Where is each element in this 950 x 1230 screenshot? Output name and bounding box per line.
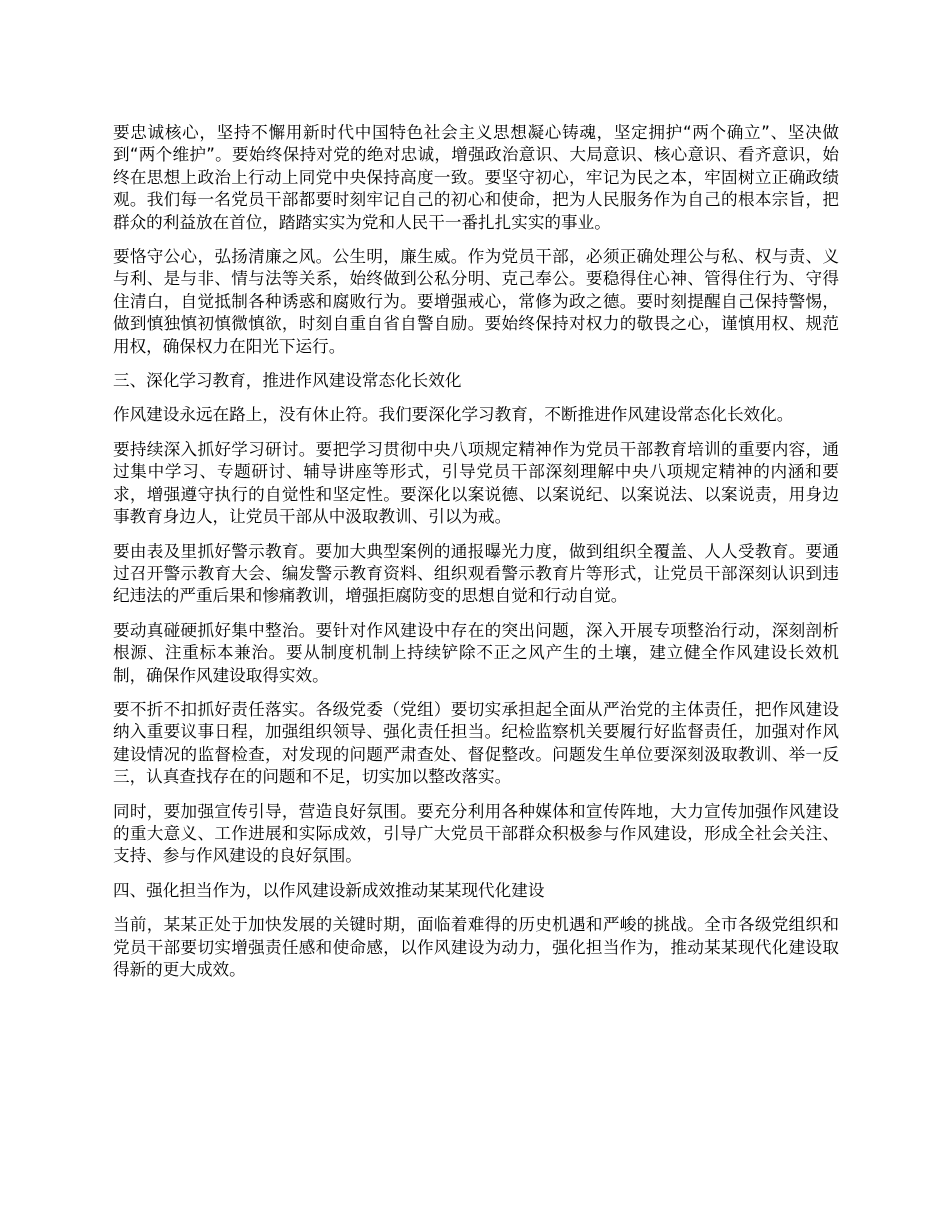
paragraph-section3-intro: 作风建设永远在路上，没有休止符。我们要深化学习教育，不断推进作风建设常态化长效化。 <box>113 405 794 425</box>
paragraph-study: 要持续深入抓好学习研讨。要把学习贯彻中央八项规定精神作为党员干部教育培训的重要内容，通过集中学习、专题研讨、辅导讲座等形式，引导党员干部深刻理解中央八项规定精神的内涵和要求，增强遵守执行的自觉性和坚定性。要深化以案说德、以案说纪、以案说法、以案说责，用身边事教育身边人，让党员干部从中汲取教训、引以为戒。 <box>113 439 839 527</box>
paragraph-conclusion: 当前，某某正处于加快发展的关键时期，面临着难得的历史机遇和严峻的挑战。全市各级党组织和党员干部要切实增强责任感和使命感，以作风建设为动力，强化担当作为，推动某某现代化建设取得新的更大成效。 <box>113 915 839 979</box>
paragraph-integrity: 要恪守公心，弘扬清廉之风。公生明，廉生威。作为党员干部，必须正确处理公与私、权与责、义与利、是与非、情与法等关系，始终做到公私分明、克己奉公。要稳得住心神、管得住行为、守得住清白，自觉抵制各种诱惑和腐败行为。要增强戒心，常修为政之德。要时刻提醒自己保持警惕，做到慎独慎初慎微慎欲，时刻自重自省自警自励。要始终保持对权力的敬畏之心，谨慎用权、规范用权，确保权力在阳光下运行。 <box>113 247 839 356</box>
section-heading-4: 四、强化担当作为，以作风建设新成效推动某某现代化建设 <box>113 880 545 900</box>
paragraph-loyalty: 要忠诚核心，坚持不懈用新时代中国特色社会主义思想凝心铸魂，坚定拥护“两个确立”、坚决做到“两个维护”。要始终保持对党的绝对忠诚，增强政治意识、大局意识、核心意识、看齐意识，始终在思想上政治上行动上同党中央保持高度一致。要坚守初心，牢记为民之本，牢固树立正确政绩观。我们每一名党员干部都要时刻牢记自己的初心和使命，把为人民服务作为自己的根本宗旨，把群众的利益放在首位，踏踏实实为党和人民干一番扎扎实实的事业。 <box>113 123 839 232</box>
paragraph-warning-education: 要由表及里抓好警示教育。要加大典型案例的通报曝光力度，做到组织全覆盖、人人受教育。要通过召开警示教育大会、编发警示教育资料、组织观看警示教育片等形式，让党员干部深刻认识到违纪违法的严重后果和惨痛教训，增强拒腐防变的思想自觉和行动自觉。 <box>113 541 839 606</box>
paragraph-rectification: 要动真碰硬抓好集中整治。要针对作风建设中存在的突出问题，深入开展专项整治行动，深刻剖析根源、注重标本兼治。要从制度机制上持续铲除不正之风产生的土壤，建立健全作风建设长效机制，确保作风建设取得实效。 <box>113 620 839 685</box>
paragraph-publicity: 同时，要加强宣传引导，营造良好氛围。要充分利用各种媒体和宣传阵地，大力宣传加强作风建设的重大意义、工作进展和实际成效，引导广大党员干部群众积极参与作风建设，形成全社会关注、支持、参与作风建设的良好氛围。 <box>113 801 839 866</box>
section-heading-3: 三、深化学习教育，推进作风建设常态化长效化 <box>113 371 462 391</box>
paragraph-responsibility: 要不折不扣抓好责任落实。各级党委（党组）要切实承担起全面从严治党的主体责任，把作风建设纳入重要议事日程，加强组织领导、强化责任担当。纪检监察机关要履行好监督责任，加强对作风建设情况的监督检查，对发现的问题严肃查处、督促整改。问题发生单位要深刻汲取教训、举一反三，认真查找存在的问题和不足，切实加以整改落实。 <box>113 699 839 787</box>
